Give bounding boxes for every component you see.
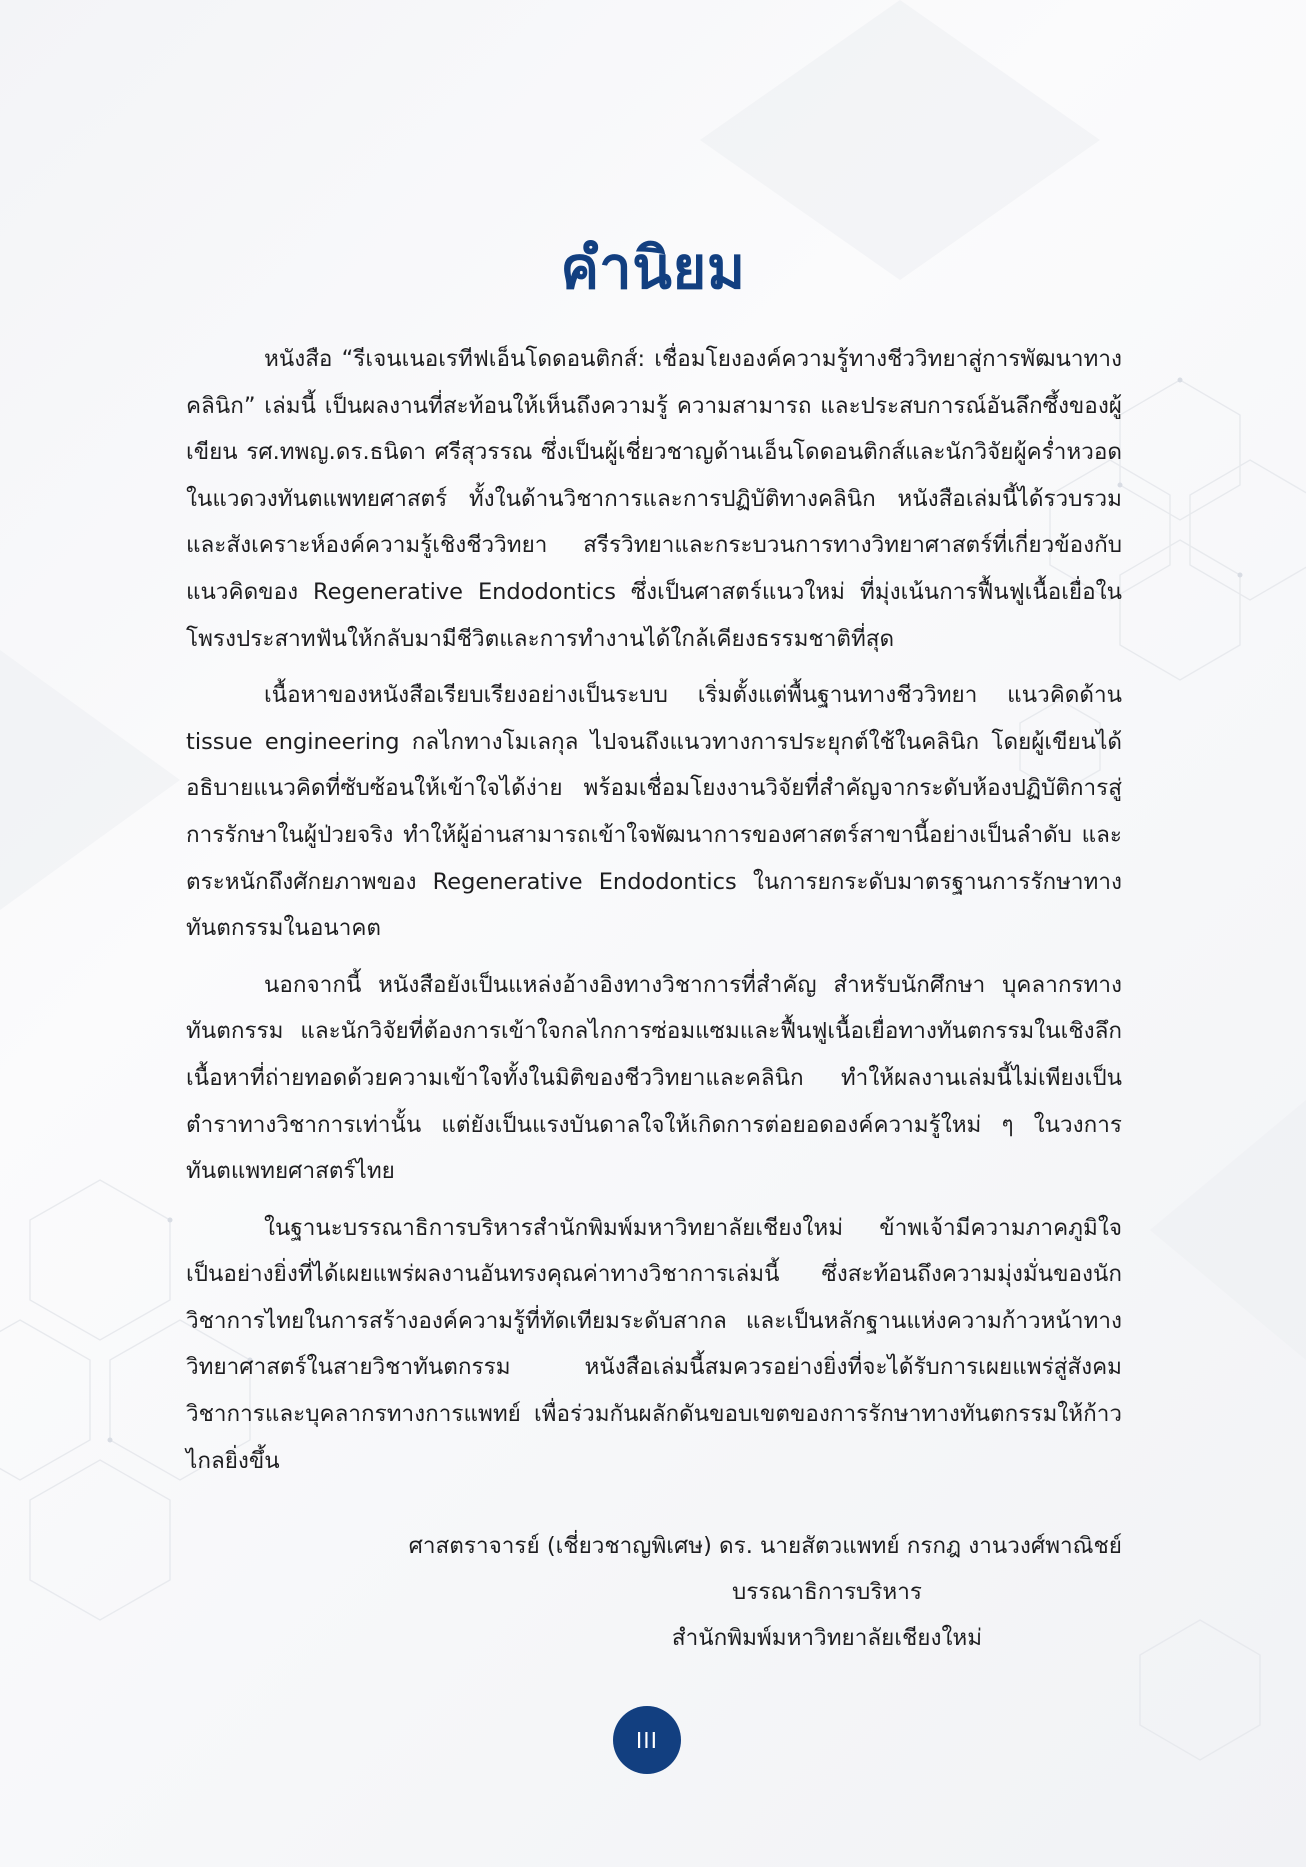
signature-position: บรรณาธิการบริหาร bbox=[732, 1579, 922, 1605]
signature-organization: สำนักพิมพ์มหาวิทยาลัยเชียงใหม่ bbox=[671, 1625, 983, 1651]
node-dot bbox=[1238, 573, 1243, 578]
node-dot bbox=[1178, 378, 1183, 383]
faint-diamond-shape bbox=[1150, 1100, 1306, 1360]
paragraph-2: เนื้อหาของหนังสือเรียบเรียงอย่างเป็นระบบ เริ่มตั้งแต่พื้นฐานทางชีววิทยา แนวคิดด้าน tissue engineering กลไกทางโมเลกุล ไปจนถึงแนวทางการประยุกต์ใช้ในคลินิก โดยผู้เขียนได้อธิบายแนวคิดที่ซับซ้อนให้เข้าใจได้ง่าย พร้อมเชื่อมโยงงานวิจัยที่สำคัญจากระดับห้องปฏิบัติการสู่การรักษาในผู้ป่วยจริง ทำให้ผู้อ่านสามารถเข้าใจพัฒนาการของศาสตร์สาขานี้อย่างเป็นลำดับ และตระหนักถึงศักยภาพของ Regenerative Endodontics ในการยกระดับมาตรฐานการรักษาทางทันตกรรมในอนาคต bbox=[186, 682, 1122, 942]
page-number: III bbox=[635, 1726, 659, 1753]
paragraph-4: ในฐานะบรรณาธิการบริหารสำนักพิมพ์มหาวิทยาลัยเชียงใหม่ ข้าพเจ้ามีความภาคภูมิใจเป็นอย่างยิ่งที่ได้เผยแพร่ผลงานอันทรงคุณค่าทางวิชาการเล่มนี้ ซึ่งสะท้อนถึงความมุ่งมั่นของนักวิชาการไทยในการสร้างองค์ความรู้ที่ทัดเทียมระดับสากล และเป็นหลักฐานแห่งความก้าวหน้าทางวิทยาศาสตร์ในสายวิชาทันตกรรม หนังสือเล่มนี้สมควรอย่างยิ่งที่จะได้รับการเผยแพร่สู่สังคมวิชาการและบุคลากรทางการแพทย์ เพื่อร่วมกันผลักดันขอบเขตของการรักษาทางทันตกรรมให้ก้าวไกลยิ่งขึ้น bbox=[186, 1214, 1122, 1474]
hexagon-shape bbox=[0, 1320, 90, 1480]
signature-block bbox=[186, 1523, 1122, 1661]
paragraph-1: หนังสือ “รีเจนเนอเรทีฟเอ็นโดดอนติกส์: เชื่อมโยงองค์ความรู้ทางชีววิทยาสู่การพัฒนาทางคลินิก” เล่มนี้ เป็นผลงานที่สะท้อนให้เห็นถึงความรู้ ความสามารถ และประสบการณ์อันลึกซึ้งของผู้เขียน รศ.ทพญ.ดร.ธนิดา ศรีสุวรรณ ซึ่งเป็นผู้เชี่ยวชาญด้านเอ็นโดดอนติกส์และนักวิจัยผู้คร่ำหวอดในแวดวงทันตแพทยศาสตร์ ทั้งในด้านวิชาการและการปฏิบัติทางคลินิก หนังสือเล่มนี้ได้รวบรวมและสังเคราะห์องค์ความรู้เชิงชีววิทยา สรีรวิทยาและกระบวนการทางวิทยาศาสตร์ที่เกี่ยวข้องกับแนวคิดของ Regenerative Endodontics ซึ่งเป็นศาสตร์แนวใหม่ ที่มุ่งเน้นการฟื้นฟูเนื้อเยื่อในโพรงประสาทฟันให้กลับมามีชีวิตและการทำงานได้ใกล้เคียงธรรมชาติที่สุด bbox=[186, 346, 1122, 652]
signature-name: ศาสตราจารย์ (เชี่ยวชาญพิเศษ) ดร. นายสัตวแพทย์ กรกฎ งานวงศ์พาณิชย์ bbox=[408, 1533, 1122, 1559]
hexagon-shape bbox=[1120, 540, 1240, 680]
page-number-badge bbox=[613, 1706, 681, 1774]
hexagon-shape bbox=[30, 1180, 170, 1340]
faint-diamond-shape bbox=[0, 650, 180, 910]
foreword-body bbox=[186, 336, 1122, 1494]
node-dot bbox=[108, 1438, 113, 1443]
hexagon-shape bbox=[1190, 460, 1306, 600]
hexagon-shape bbox=[1120, 380, 1240, 520]
page-title: คำนิยม bbox=[560, 233, 746, 302]
node-dot bbox=[168, 1218, 173, 1223]
hexagon-shape bbox=[1140, 1620, 1260, 1760]
paragraph-3: นอกจากนี้ หนังสือยังเป็นแหล่งอ้างอิงทางวิชาการที่สำคัญ สำหรับนักศึกษา บุคลากรทางทันตกรรม และนักวิจัยที่ต้องการเข้าใจกลไกการซ่อมแซมและฟื้นฟูเนื้อเยื่อทางทันตกรรมในเชิงลึก เนื้อหาที่ถ่ายทอดด้วยความเข้าใจทั้งในมิติของชีววิทยาและคลินิก ทำให้ผลงานเล่มนี้ไม่เพียงเป็นตำราทางวิชาการเท่านั้น แต่ยังเป็นแรงบันดาลใจให้เกิดการต่อยอดองค์ความรู้ใหม่ ๆ ในวงการทันตแพทยศาสตร์ไทย bbox=[186, 971, 1122, 1185]
hexagon-shape bbox=[30, 1460, 170, 1620]
